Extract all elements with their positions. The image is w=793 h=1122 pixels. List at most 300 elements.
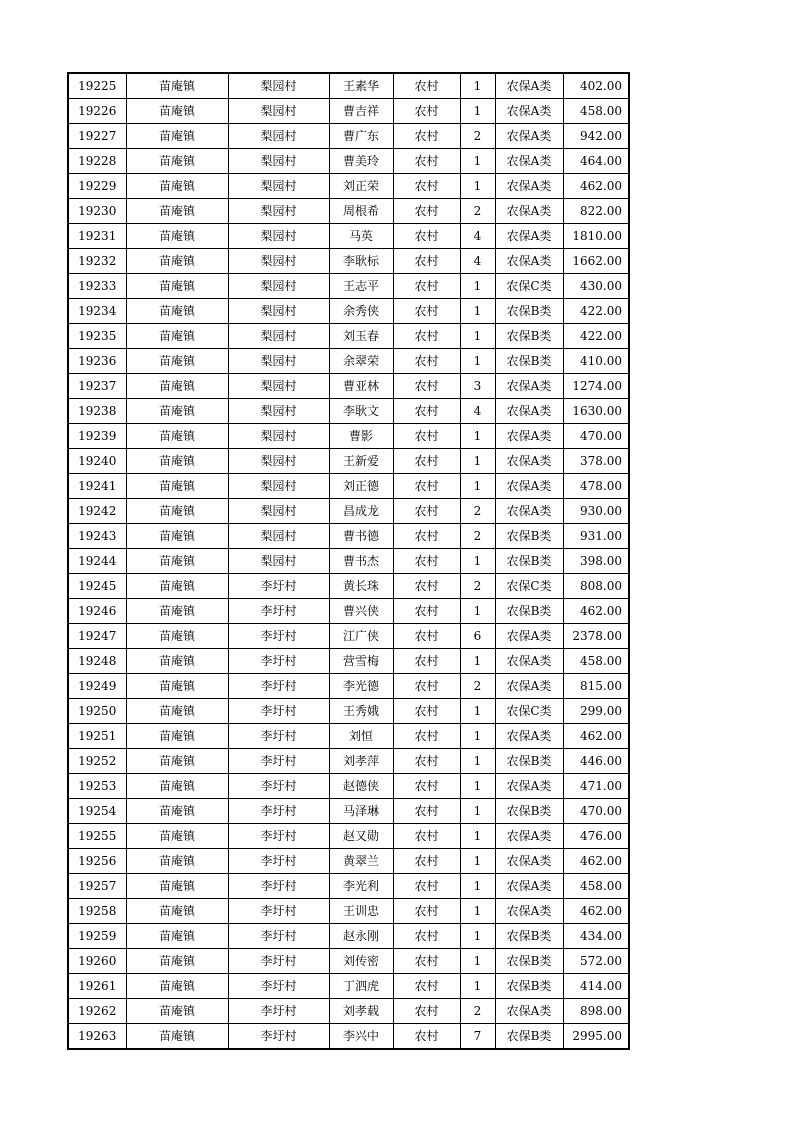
village-cell: 李圩村 [228,849,329,874]
name-cell: 曹亚林 [329,374,393,399]
town-cell: 苗庵镇 [126,374,228,399]
amount-cell: 430.00 [563,274,629,299]
amount-cell: 462.00 [563,599,629,624]
town-cell: 苗庵镇 [126,449,228,474]
record-id-cell: 19248 [68,649,126,674]
table-row [68,624,629,649]
household-count-cell: 1 [460,73,495,99]
name-cell: 李耿标 [329,249,393,274]
town-cell: 苗庵镇 [126,849,228,874]
table-row [68,449,629,474]
insurance-category-cell: 农保A类 [495,149,563,174]
name-cell: 赵永刚 [329,924,393,949]
amount-cell: 410.00 [563,349,629,374]
name-cell: 余秀侠 [329,299,393,324]
village-cell: 李圩村 [228,774,329,799]
town-cell: 苗庵镇 [126,774,228,799]
table-row [68,474,629,499]
name-cell: 李光利 [329,874,393,899]
town-cell: 苗庵镇 [126,574,228,599]
household-count-cell: 2 [460,199,495,224]
area-type-cell: 农村 [393,174,460,199]
insurance-category-cell: 农保A类 [495,499,563,524]
area-type-cell: 农村 [393,599,460,624]
area-type-cell: 农村 [393,624,460,649]
amount-cell: 462.00 [563,724,629,749]
insurance-category-cell: 农保A类 [495,849,563,874]
area-type-cell: 农村 [393,374,460,399]
insurance-category-cell: 农保B类 [495,599,563,624]
village-cell: 李圩村 [228,599,329,624]
table-row [68,849,629,874]
area-type-cell: 农村 [393,749,460,774]
record-id-cell: 19257 [68,874,126,899]
town-cell: 苗庵镇 [126,1024,228,1050]
village-cell: 梨园村 [228,349,329,374]
name-cell: 昌成龙 [329,499,393,524]
amount-cell: 1274.00 [563,374,629,399]
area-type-cell: 农村 [393,549,460,574]
village-cell: 梨园村 [228,73,329,99]
area-type-cell: 农村 [393,974,460,999]
table-row [68,424,629,449]
area-type-cell: 农村 [393,724,460,749]
name-cell: 余翠荣 [329,349,393,374]
town-cell: 苗庵镇 [126,624,228,649]
table-row [68,649,629,674]
area-type-cell: 农村 [393,824,460,849]
village-cell: 梨园村 [228,374,329,399]
village-cell: 梨园村 [228,474,329,499]
insurance-category-cell: 农保A类 [495,899,563,924]
name-cell: 刘玉春 [329,324,393,349]
household-count-cell: 4 [460,224,495,249]
table-row [68,124,629,149]
name-cell: 刘正德 [329,474,393,499]
town-cell: 苗庵镇 [126,124,228,149]
household-count-cell: 3 [460,374,495,399]
name-cell: 李光德 [329,674,393,699]
household-count-cell: 7 [460,1024,495,1050]
area-type-cell: 农村 [393,149,460,174]
household-count-cell: 1 [460,749,495,774]
area-type-cell: 农村 [393,874,460,899]
record-id-cell: 19262 [68,999,126,1024]
name-cell: 刘恒 [329,724,393,749]
insurance-category-cell: 农保A类 [495,424,563,449]
record-id-cell: 19231 [68,224,126,249]
name-cell: 曹书德 [329,524,393,549]
area-type-cell: 农村 [393,799,460,824]
area-type-cell: 农村 [393,349,460,374]
village-cell: 梨园村 [228,149,329,174]
area-type-cell: 农村 [393,649,460,674]
insurance-category-cell: 农保A类 [495,649,563,674]
town-cell: 苗庵镇 [126,899,228,924]
amount-cell: 1662.00 [563,249,629,274]
table-row [68,149,629,174]
area-type-cell: 农村 [393,399,460,424]
household-count-cell: 1 [460,174,495,199]
household-count-cell: 1 [460,149,495,174]
insurance-category-cell: 农保B类 [495,299,563,324]
amount-cell: 464.00 [563,149,629,174]
amount-cell: 446.00 [563,749,629,774]
table-row [68,174,629,199]
area-type-cell: 农村 [393,899,460,924]
area-type-cell: 农村 [393,73,460,99]
household-count-cell: 2 [460,674,495,699]
household-count-cell: 1 [460,824,495,849]
table-row [68,824,629,849]
area-type-cell: 农村 [393,324,460,349]
record-id-cell: 19247 [68,624,126,649]
record-id-cell: 19237 [68,374,126,399]
village-cell: 李圩村 [228,899,329,924]
household-count-cell: 1 [460,99,495,124]
area-type-cell: 农村 [393,999,460,1024]
insurance-category-cell: 农保A类 [495,73,563,99]
table-row [68,724,629,749]
record-id-cell: 19230 [68,199,126,224]
area-type-cell: 农村 [393,199,460,224]
amount-cell: 1810.00 [563,224,629,249]
name-cell: 刘传密 [329,949,393,974]
town-cell: 苗庵镇 [126,524,228,549]
table-row [68,574,629,599]
record-id-cell: 19242 [68,499,126,524]
town-cell: 苗庵镇 [126,674,228,699]
amount-cell: 458.00 [563,874,629,899]
household-count-cell: 4 [460,249,495,274]
table-row [68,374,629,399]
village-cell: 梨园村 [228,274,329,299]
record-id-cell: 19253 [68,774,126,799]
village-cell: 梨园村 [228,524,329,549]
name-cell: 曹广东 [329,124,393,149]
insurance-category-cell: 农保A类 [495,199,563,224]
record-id-cell: 19255 [68,824,126,849]
insurance-category-cell: 农保C类 [495,274,563,299]
table-row [68,999,629,1024]
household-count-cell: 1 [460,874,495,899]
name-cell: 曹兴侠 [329,599,393,624]
household-count-cell: 2 [460,574,495,599]
town-cell: 苗庵镇 [126,874,228,899]
insurance-category-cell: 农保B类 [495,974,563,999]
table-row [68,249,629,274]
insurance-category-cell: 农保A类 [495,724,563,749]
record-id-cell: 19227 [68,124,126,149]
record-id-cell: 19250 [68,699,126,724]
name-cell: 马泽琳 [329,799,393,824]
household-count-cell: 1 [460,724,495,749]
town-cell: 苗庵镇 [126,499,228,524]
village-cell: 梨园村 [228,324,329,349]
name-cell: 黄翠兰 [329,849,393,874]
amount-cell: 476.00 [563,824,629,849]
household-count-cell: 1 [460,474,495,499]
name-cell: 王素华 [329,73,393,99]
amount-cell: 458.00 [563,99,629,124]
insurance-category-cell: 农保B类 [495,324,563,349]
insurance-category-cell: 农保A类 [495,474,563,499]
name-cell: 丁泗虎 [329,974,393,999]
record-id-cell: 19261 [68,974,126,999]
area-type-cell: 农村 [393,924,460,949]
amount-cell: 462.00 [563,849,629,874]
household-count-cell: 4 [460,399,495,424]
area-type-cell: 农村 [393,424,460,449]
village-cell: 李圩村 [228,624,329,649]
area-type-cell: 农村 [393,1024,460,1050]
name-cell: 王秀娥 [329,699,393,724]
household-count-cell: 6 [460,624,495,649]
table-row [68,924,629,949]
amount-cell: 402.00 [563,73,629,99]
amount-cell: 1630.00 [563,399,629,424]
town-cell: 苗庵镇 [126,549,228,574]
household-count-cell: 2 [460,499,495,524]
town-cell: 苗庵镇 [126,699,228,724]
area-type-cell: 农村 [393,849,460,874]
insurance-category-cell: 农保A类 [495,224,563,249]
village-cell: 李圩村 [228,699,329,724]
name-cell: 营雪梅 [329,649,393,674]
household-count-cell: 1 [460,599,495,624]
insurance-category-cell: 农保B类 [495,549,563,574]
village-cell: 梨园村 [228,424,329,449]
area-type-cell: 农村 [393,249,460,274]
insurance-category-cell: 农保C类 [495,699,563,724]
name-cell: 李兴中 [329,1024,393,1050]
household-count-cell: 1 [460,349,495,374]
amount-cell: 398.00 [563,549,629,574]
town-cell: 苗庵镇 [126,174,228,199]
village-cell: 梨园村 [228,449,329,474]
area-type-cell: 农村 [393,299,460,324]
town-cell: 苗庵镇 [126,949,228,974]
table-row [68,674,629,699]
household-count-cell: 1 [460,924,495,949]
insurance-category-cell: 农保A类 [495,874,563,899]
table-row [68,99,629,124]
table-row [68,1024,629,1050]
amount-cell: 808.00 [563,574,629,599]
area-type-cell: 农村 [393,474,460,499]
insurance-category-cell: 农保A类 [495,174,563,199]
amount-cell: 2995.00 [563,1024,629,1050]
village-cell: 李圩村 [228,949,329,974]
name-cell: 李耿文 [329,399,393,424]
record-id-cell: 19234 [68,299,126,324]
amount-cell: 930.00 [563,499,629,524]
name-cell: 马英 [329,224,393,249]
insurance-category-cell: 农保B类 [495,1024,563,1050]
village-cell: 李圩村 [228,799,329,824]
area-type-cell: 农村 [393,674,460,699]
record-id-cell: 19239 [68,424,126,449]
town-cell: 苗庵镇 [126,724,228,749]
table-row [68,974,629,999]
town-cell: 苗庵镇 [126,999,228,1024]
table-row [68,899,629,924]
table-row [68,73,629,99]
area-type-cell: 农村 [393,124,460,149]
amount-cell: 422.00 [563,324,629,349]
insurance-category-cell: 农保B类 [495,799,563,824]
village-cell: 李圩村 [228,674,329,699]
village-cell: 梨园村 [228,99,329,124]
town-cell: 苗庵镇 [126,299,228,324]
village-cell: 李圩村 [228,974,329,999]
table-row [68,299,629,324]
record-id-cell: 19254 [68,799,126,824]
record-id-cell: 19225 [68,73,126,99]
record-id-cell: 19232 [68,249,126,274]
record-id-cell: 19229 [68,174,126,199]
town-cell: 苗庵镇 [126,599,228,624]
amount-cell: 478.00 [563,474,629,499]
insurance-category-cell: 农保A类 [495,674,563,699]
amount-cell: 458.00 [563,649,629,674]
name-cell: 刘孝萍 [329,749,393,774]
town-cell: 苗庵镇 [126,399,228,424]
village-cell: 李圩村 [228,724,329,749]
town-cell: 苗庵镇 [126,924,228,949]
amount-cell: 434.00 [563,924,629,949]
insurance-category-cell: 农保B类 [495,349,563,374]
household-count-cell: 1 [460,774,495,799]
record-id-cell: 19235 [68,324,126,349]
household-count-cell: 1 [460,424,495,449]
village-cell: 李圩村 [228,649,329,674]
record-id-cell: 19260 [68,949,126,974]
amount-cell: 462.00 [563,174,629,199]
record-id-cell: 19226 [68,99,126,124]
name-cell: 黄长珠 [329,574,393,599]
record-id-cell: 19249 [68,674,126,699]
insurance-category-cell: 农保A类 [495,374,563,399]
town-cell: 苗庵镇 [126,73,228,99]
insurance-category-cell: 农保A类 [495,624,563,649]
village-cell: 梨园村 [228,399,329,424]
record-id-cell: 19244 [68,549,126,574]
table-row [68,499,629,524]
insurance-category-cell: 农保C类 [495,574,563,599]
household-count-cell: 1 [460,299,495,324]
area-type-cell: 农村 [393,449,460,474]
name-cell: 曹书杰 [329,549,393,574]
insurance-category-cell: 农保B类 [495,524,563,549]
name-cell: 江广侠 [329,624,393,649]
household-count-cell: 1 [460,799,495,824]
record-id-cell: 19238 [68,399,126,424]
name-cell: 刘孝载 [329,999,393,1024]
village-cell: 梨园村 [228,124,329,149]
village-cell: 梨园村 [228,249,329,274]
household-count-cell: 1 [460,549,495,574]
area-type-cell: 农村 [393,224,460,249]
village-cell: 李圩村 [228,824,329,849]
table-row [68,599,629,624]
amount-cell: 898.00 [563,999,629,1024]
name-cell: 曹吉祥 [329,99,393,124]
amount-cell: 471.00 [563,774,629,799]
village-cell: 李圩村 [228,749,329,774]
household-count-cell: 1 [460,449,495,474]
record-id-cell: 19259 [68,924,126,949]
table-row [68,699,629,724]
record-id-cell: 19228 [68,149,126,174]
town-cell: 苗庵镇 [126,824,228,849]
name-cell: 曹影 [329,424,393,449]
insurance-category-cell: 农保A类 [495,449,563,474]
amount-cell: 299.00 [563,699,629,724]
amount-cell: 378.00 [563,449,629,474]
amount-cell: 470.00 [563,799,629,824]
table-row [68,224,629,249]
area-type-cell: 农村 [393,524,460,549]
insurance-category-cell: 农保A类 [495,824,563,849]
amount-cell: 2378.00 [563,624,629,649]
name-cell: 周根希 [329,199,393,224]
insurance-category-cell: 农保A类 [495,399,563,424]
town-cell: 苗庵镇 [126,799,228,824]
village-cell: 李圩村 [228,1024,329,1050]
insurance-category-cell: 农保A类 [495,124,563,149]
name-cell: 刘正荣 [329,174,393,199]
village-cell: 李圩村 [228,874,329,899]
table-row [68,524,629,549]
insurance-category-cell: 农保B类 [495,924,563,949]
town-cell: 苗庵镇 [126,149,228,174]
town-cell: 苗庵镇 [126,324,228,349]
town-cell: 苗庵镇 [126,474,228,499]
amount-cell: 462.00 [563,899,629,924]
village-cell: 梨园村 [228,499,329,524]
household-count-cell: 1 [460,949,495,974]
amount-cell: 572.00 [563,949,629,974]
record-id-cell: 19258 [68,899,126,924]
table-row [68,324,629,349]
name-cell: 王新爱 [329,449,393,474]
household-count-cell: 2 [460,524,495,549]
town-cell: 苗庵镇 [126,649,228,674]
table-row [68,799,629,824]
town-cell: 苗庵镇 [126,749,228,774]
household-count-cell: 1 [460,849,495,874]
name-cell: 王训忠 [329,899,393,924]
amount-cell: 414.00 [563,974,629,999]
area-type-cell: 农村 [393,499,460,524]
table-row [68,774,629,799]
village-cell: 李圩村 [228,574,329,599]
amount-cell: 470.00 [563,424,629,449]
record-id-cell: 19251 [68,724,126,749]
town-cell: 苗庵镇 [126,224,228,249]
record-id-cell: 19245 [68,574,126,599]
record-id-cell: 19243 [68,524,126,549]
table-row [68,549,629,574]
village-cell: 李圩村 [228,924,329,949]
village-cell: 梨园村 [228,174,329,199]
town-cell: 苗庵镇 [126,974,228,999]
record-id-cell: 19233 [68,274,126,299]
table-row [68,749,629,774]
village-cell: 李圩村 [228,999,329,1024]
area-type-cell: 农村 [393,574,460,599]
